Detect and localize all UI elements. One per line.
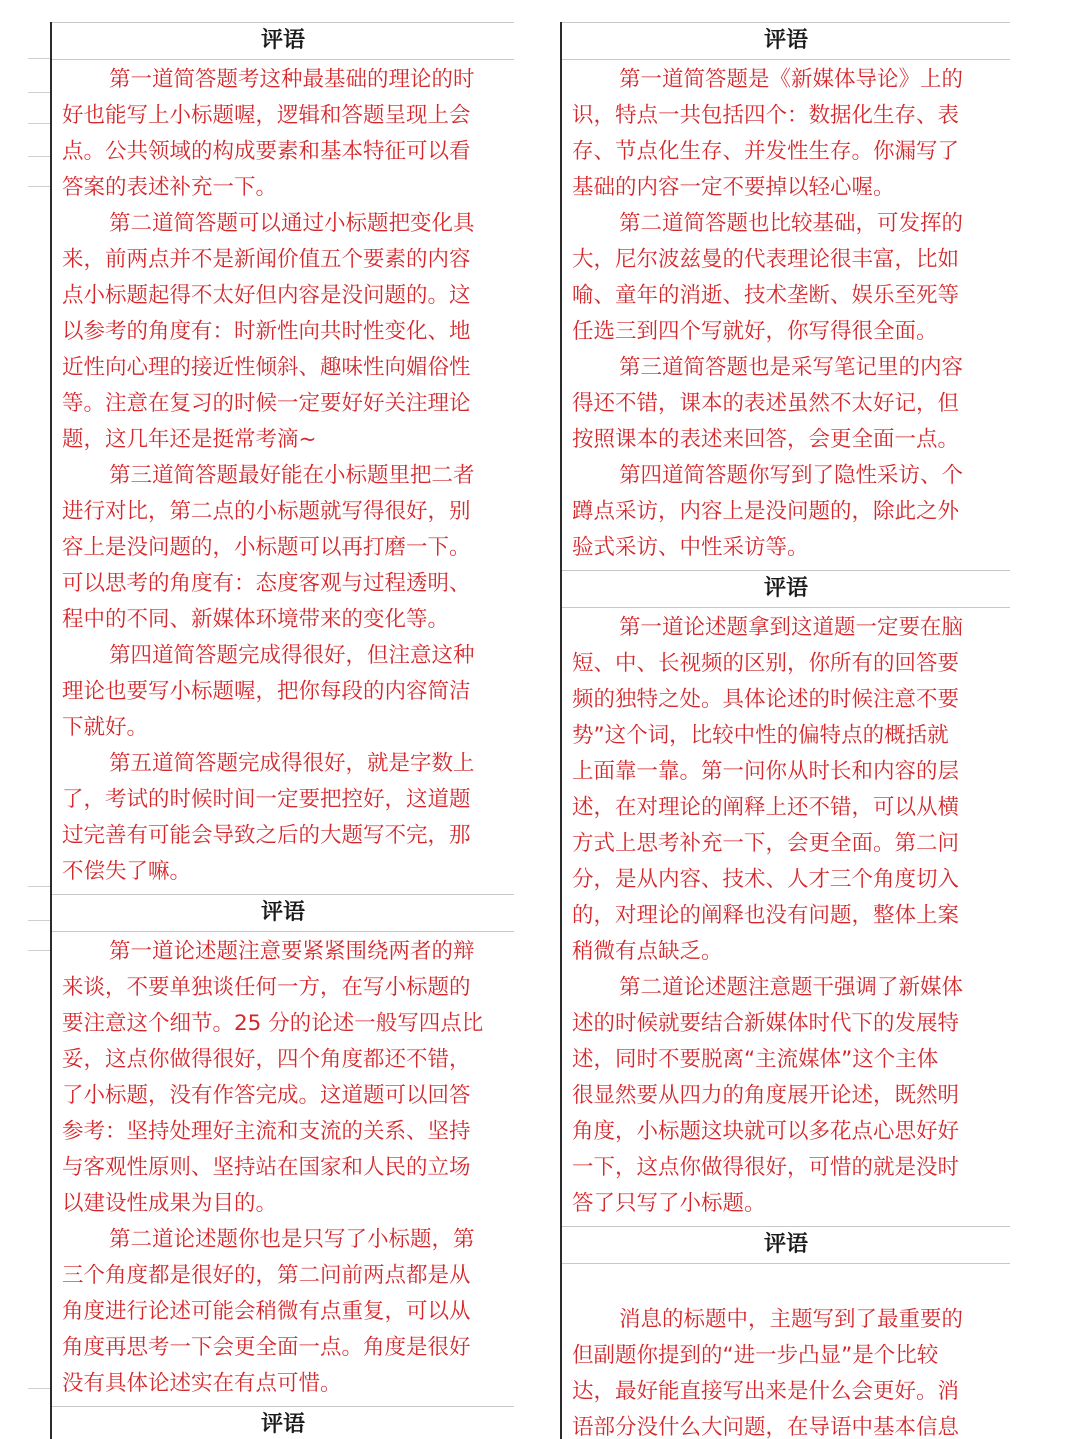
row-tick [28,920,50,921]
comment-line: 参考：坚持处理好主流和支流的关系、坚持 [62,1119,471,1144]
row-tick [28,950,50,951]
comment-line: 大，尼尔波兹曼的代表理论很丰富，比如 [572,247,960,272]
comment-line: 任选三到四个写就好，你写得很全面。 [572,319,938,344]
comment-line: 频的独特之处。具体论述的时候注意不要 [572,687,960,712]
comment-block [52,22,514,894]
comment-line: 了，考试的时候时间一定要把控好，这道题 [62,787,471,812]
comment-line: 得还不错，课本的表述虽然不太好记，但 [572,391,960,416]
comment-line: 了小标题，没有作答完成。这道题可以回答 [62,1083,471,1108]
comment-line: 述的时候就要结合新媒体时代下的发展特 [572,1011,960,1036]
comment-line: 第二道简答题也比较基础，可发挥的 [619,211,964,236]
comment-line: 第一道论述题注意要紧紧围绕两者的辩 [109,939,475,964]
comment-line: 程中的不同、新媒体环境带来的变化等。 [62,607,450,632]
comment-block [52,1406,514,1439]
comment-body [562,1264,1010,1439]
comment-line: 稍微有点缺乏。 [572,939,723,964]
comment-line: 题，这几年还是挺常考滴~ [62,427,317,452]
left-comment-sheet [0,0,520,1439]
comment-line: 妥，这点你做得很好，四个角度都还不错， [62,1047,471,1072]
comment-line: 验式采访、中性采访等。 [572,535,809,560]
comment-line: 第一道论述题拿到这道题一定要在脑 [619,615,964,640]
blank-row [572,1266,1010,1302]
comment-line: 的，对理论的阐释也没有问题，整体上案 [572,903,960,928]
comment-line: 第五道简答题完成得很好，就是字数上 [109,751,475,776]
row-tick [28,123,50,124]
comment-line: 第二道简答题可以通过小标题把变化具 [109,211,475,236]
comment-line: 消息的标题中，主题写到了最重要的 [619,1307,964,1332]
comment-line: 要注意这个细节。25 分的论述一般写四点比 [62,1011,484,1036]
comment-line: 很显然要从四力的角度展开论述，既然明 [572,1083,960,1108]
comment-line: 第三道简答题也是采写笔记里的内容 [619,355,964,380]
comment-line: 第二道论述题注意题干强调了新媒体 [619,975,964,1000]
comment-header: 评语 [52,22,514,60]
comment-line: 过完善有可能会导致之后的大题写不完，那 [62,823,471,848]
comment-header: 评语 [562,1226,1010,1264]
comment-line: 好也能写上小标题喔，逻辑和答题呈现上会 [62,103,471,128]
comment-line: 按照课本的表述来回答，会更全面一点。 [572,427,960,452]
comment-body [52,932,514,1406]
comment-line: 分，是从内容、技术、人才三个角度切入 [572,867,960,892]
row-tick [28,886,50,887]
comment-line: 第二道论述题你也是只写了小标题，第 [109,1227,475,1252]
comment-body [562,60,1010,570]
row-tick [28,186,50,187]
comment-line: 三个角度都是很好的，第二问前两点都是从 [62,1263,471,1288]
comment-line: 理论也要写小标题喔，把你每段的内容简洁 [62,679,471,704]
comment-line: 近性向心理的接近性倾斜、趣味性向媚俗性 [62,355,471,380]
comment-header: 评语 [52,894,514,932]
comment-line: 第四道简答题你写到了隐性采访、个 [619,463,964,488]
comment-line: 答了只写了小标题。 [572,1191,766,1216]
comment-body [52,60,514,894]
comment-line: 答案的表述补充一下。 [62,175,278,200]
comment-line: 第一道简答题是《新媒体导论》上的 [619,67,964,92]
row-tick [28,156,50,157]
comment-line: 喻、童年的消逝、技术垄断、娱乐至死等 [572,283,960,308]
comment-line: 来，前两点并不是新闻价值五个要素的内容 [62,247,471,272]
comment-line: 短、中、长视频的区别，你所有的回答要 [572,651,960,676]
comment-line: 没有具体论述实在有点可惜。 [62,1371,342,1396]
right-comment-sheet [540,0,1010,1439]
comment-line: 容上是没问题的，小标题可以再打磨一下。 [62,535,471,560]
comment-header: 评语 [562,22,1010,60]
comment-header: 评语 [52,1406,514,1439]
comment-line: 语部分没什么大问题，在导语中基本信息 [572,1415,960,1439]
left-sheet-content [52,22,514,1439]
comment-line: 第一道简答题考这种最基础的理论的时 [109,67,475,92]
comment-line: 角度进行论述可能会稍微有点重复，可以从 [62,1299,471,1324]
comment-line: 达，最好能直接写出来是什么会更好。消 [572,1379,960,1404]
row-tick [28,58,50,59]
row-tick [28,92,50,93]
comment-line: 第四道简答题完成得很好，但注意这种 [109,643,475,668]
comment-line: 点。公共领域的构成要素和基本特征可以看 [62,139,471,164]
comment-line: 但副题你提到的“进一步凸显”是个比较 [572,1343,939,1368]
comment-block [52,894,514,1406]
comment-line: 以参考的角度有：时新性向共时性变化、地 [62,319,471,344]
comment-line: 一下，这点你做得很好，可惜的就是没时 [572,1155,960,1180]
comment-line: 基础的内容一定不要掉以轻心喔。 [572,175,895,200]
comment-line: 下就好。 [62,715,149,740]
comment-line: 角度再思考一下会更全面一点。角度是很好 [62,1335,471,1360]
comment-line: 进行对比，第二点的小标题就写得很好，别 [62,499,471,524]
comment-line: 可以思考的角度有：态度客观与过程透明、 [62,571,471,596]
comment-line: 方式上思考补充一下，会更全面。第二问 [572,831,960,856]
comment-line: 势”这个词，比较中性的偏特点的概括就 [572,723,949,748]
right-sheet-content [562,22,1010,1439]
comment-block [562,1226,1010,1439]
comment-line: 来谈，不要单独谈任何一方，在写小标题的 [62,975,471,1000]
comment-line: 角度，小标题这块就可以多花点心思好好 [572,1119,960,1144]
comment-block [562,570,1010,1226]
comment-line: 等。注意在复习的时候一定要好好关注理论 [62,391,471,416]
comment-line: 以建设性成果为目的。 [62,1191,278,1216]
comment-line: 识，特点一共包括四个：数据化生存、表 [572,103,960,128]
comment-line: 点小标题起得不太好但内容是没问题的。这 [62,283,471,308]
comment-line: 述，在对理论的阐释上还不错，可以从横 [572,795,960,820]
comment-line: 述，同时不要脱离“主流媒体”这个主体 [572,1047,939,1072]
comment-line: 蹲点采访，内容上是没问题的，除此之外 [572,499,960,524]
comment-line: 上面靠一靠。第一问你从时长和内容的层 [572,759,960,784]
comment-body [562,608,1010,1226]
comment-line: 第三道简答题最好能在小标题里把二者 [109,463,475,488]
comment-line: 不偿失了嘛。 [62,859,192,884]
comment-block [562,22,1010,570]
comment-header: 评语 [562,570,1010,608]
comment-line: 与客观性原则、坚持站在国家和人民的立场 [62,1155,471,1180]
comment-line: 存、节点化生存、并发性生存。你漏写了 [572,139,960,164]
row-tick [28,1388,50,1389]
